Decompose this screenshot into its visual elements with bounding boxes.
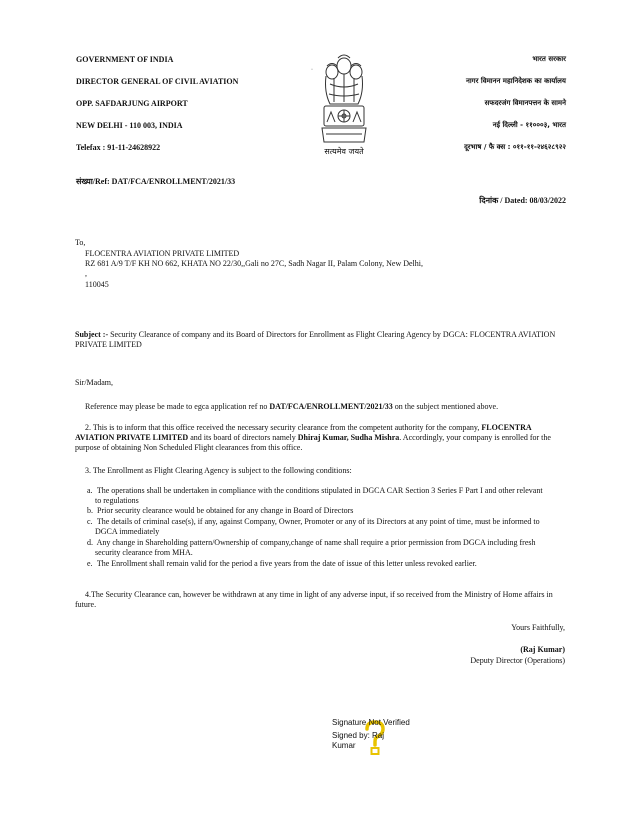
condition-d-line2: security clearance from MHA.	[95, 548, 193, 557]
dot-mark: ·	[311, 67, 313, 73]
reference-number: संख्या/Ref: DAT/FCA/ENROLLMENT/2021/33	[76, 177, 236, 186]
condition-b	[87, 506, 565, 516]
header-telefax: Telefax : 91-11-24628922	[76, 143, 161, 152]
condition-c-line1: The details of criminal case(s), if any, against Company, Owner, Promoter or any of its Directors at any point of time, must be informed to	[96, 517, 540, 526]
header-hindi-city: नई दिल्ली - ११०००३, भारत	[492, 121, 566, 129]
condition-c-line2: DGCA immediately	[95, 527, 160, 536]
header-govt: GOVERNMENT OF INDIA	[76, 55, 174, 64]
letter-date: दिनांक / Dated: 08/03/2022	[479, 196, 566, 205]
para2-directors: Dhiraj Kumar, Sudha Mishra	[297, 433, 400, 442]
address-to: To,	[75, 238, 86, 247]
header-hindi-dgca: नागर विमानन महानिदेशक का कार्यालय	[465, 77, 566, 85]
condition-a-line1: The operations shall be undertaken in compliance with the conditions stipulated in DGCA CAR Section 3 Series F Part I and other relevant	[96, 486, 543, 495]
header-dgca: DIRECTOR GENERAL OF CIVIL AVIATION	[76, 77, 239, 86]
para1-post: on the subject mentioned above.	[392, 402, 499, 411]
para2-post: . Accordingly, your company is enrolled for the purpose of obtaining Non Scheduled Flight clearances from this office.	[75, 433, 551, 452]
digital-signature-block[interactable]	[332, 718, 452, 758]
condition-c-label: c.	[87, 517, 93, 526]
paragraph-4: 4.The Security Clearance can, however be withdrawn at any time in light of any adverse input, if so received from the Ministry of Home affairs in future.	[75, 590, 553, 609]
closing-yours: Yours Faithfully,	[511, 623, 565, 632]
condition-e-label: e.	[87, 559, 93, 568]
para2-mid: and its board of directors namely	[188, 433, 298, 442]
condition-a-line2: to regulations	[95, 496, 139, 505]
salutation: Sir/Madam,	[75, 378, 113, 387]
closing-designation: Deputy Director (Operations)	[470, 656, 565, 665]
header-hindi-location: सफदरजंग विमानपत्तन के सामने	[484, 99, 566, 107]
subject-text: Security Clearance of company and its Board of Directors for Enrollment as Flight Clearing Agency by DGCA: FLOCENTRA AVIATION PRIVATE LIMITED	[75, 330, 556, 349]
para1-pre: Reference may please be made to egca application ref no	[85, 402, 270, 411]
paragraph-1	[85, 402, 565, 412]
paragraph-2	[75, 423, 565, 453]
condition-d	[87, 538, 565, 558]
condition-a	[87, 486, 565, 506]
subject-line	[75, 330, 565, 350]
condition-b-label: b.	[87, 506, 93, 515]
address-street: RZ 681 A/9 T/F KH NO 662, KHATA NO 22/30,,Gali no 27C, Sadh Nagar II, Palam Colony, New Delhi,	[85, 259, 424, 268]
address-pin: 110045	[85, 280, 109, 289]
para2-pre: 2. This is to inform that this office received the necessary security clearance from the competent authority for the company,	[85, 423, 482, 432]
condition-e	[87, 559, 565, 569]
header-city: NEW DELHI - 110 003, INDIA	[76, 121, 183, 130]
signature-status: Signature Not Verified	[332, 718, 410, 727]
condition-d-line1: Any change in Shareholding pattern/Ownership of company,change of name shall require a prior permission from DGCA including fresh	[96, 538, 536, 547]
condition-e-line1: The Enrollment shall remain valid for the period a five years from the date of issue of this letter unless revoked earlier.	[96, 559, 477, 568]
para2-company: FLOCENTRA AVIATION PRIVATE LIMITED	[75, 423, 532, 442]
paragraph-3: 3. The Enrollment as Flight Clearing Agency is subject to the following conditions:	[85, 466, 352, 475]
address-comma: ,	[85, 269, 87, 278]
closing-name: (Raj Kumar)	[520, 645, 565, 654]
para1-ref: DAT/FCA/ENROLLMENT/2021/33	[269, 402, 393, 411]
emblem-motto: सत्यमेव जयते	[324, 147, 364, 156]
condition-c	[87, 517, 565, 537]
condition-d-label: d.	[87, 538, 93, 547]
condition-b-line1: Prior security clearance would be obtained for any change in Board of Directors	[97, 506, 354, 515]
header-hindi-govt: भारत सरकार	[532, 55, 566, 63]
signature-signed-by: Signed by: Raj	[332, 731, 385, 740]
header-location: OPP. SAFDARJUNG AIRPORT	[76, 99, 188, 108]
subject-label: Subject :-	[75, 330, 109, 339]
condition-a-label: a.	[87, 486, 93, 495]
address-company: FLOCENTRA AVIATION PRIVATE LIMITED	[85, 249, 240, 258]
national-emblem-icon	[318, 52, 370, 146]
signature-signer: Kumar	[332, 741, 356, 750]
header-hindi-telefax: दूरभाष / फै क्स : ०११-११-२४६२८९२२	[464, 143, 566, 151]
